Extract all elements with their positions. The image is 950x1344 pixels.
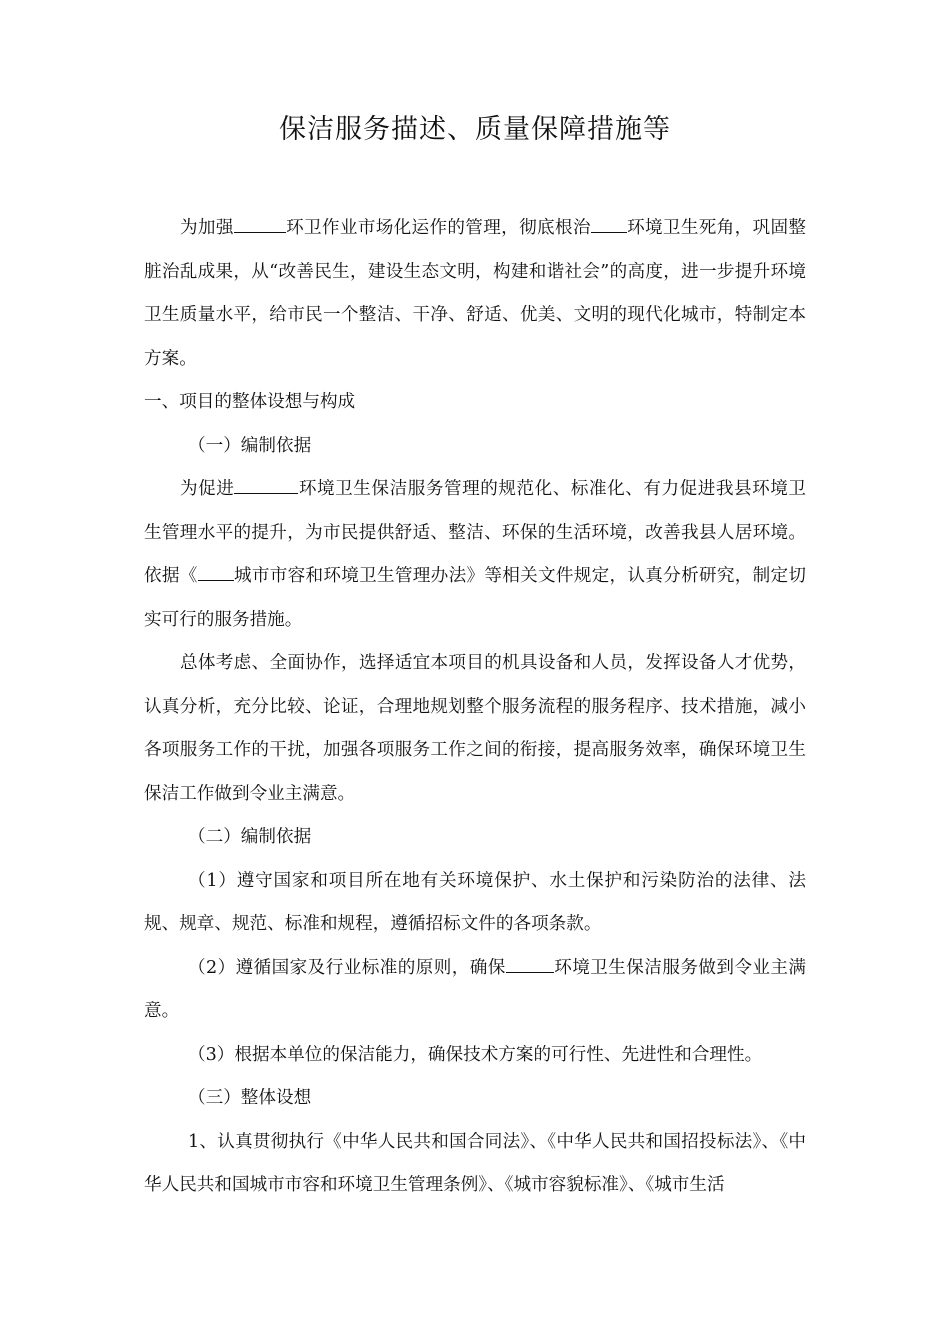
page-title: 保洁服务描述、质量保障措施等 [279, 114, 671, 145]
basis-item-2-text-1: （2）遵循国家及行业标准的原则，确保 [188, 957, 506, 978]
overall-paragraph: 总体考虑、全面协作，选择适宜本项目的机具设备和人员，发挥设备人才优势，认真分析，充分比较、论证，合理地规划整个服务流程的服务程序、技术措施，减小各项服务工作的干扰，加强各项服务工作之间的衔接，提高服务效率，确保环境卫生保洁工作做到令业主满意。 [144, 653, 806, 804]
subsection-heading-3: （三）整体设想 [188, 1088, 312, 1108]
basis-text-3: 城市市容和环境卫生管理办法》等相关文件规定，认真分析研究，制定切实可行的服务措施。 [144, 566, 806, 630]
basis-item-2 [144, 947, 806, 1034]
basis-item-3: （3）根据本单位的保洁能力，确保技术方案的可行性、先进性和合理性。 [188, 1044, 763, 1065]
intro-text-2: 环卫作业市场化运作的管理，彻底根治 [285, 218, 591, 238]
blank-underline [591, 213, 627, 233]
basis-item-2-text-2: 环境卫生保洁服务做到令业主满意。 [144, 957, 806, 1021]
intro-text-1: 为加强 [180, 218, 234, 238]
basis-item-1: （1）遵守国家和项目所在地有关环境保护、水土保护和污染防治的法律、法规、规章、规范、标准和规程，遵循招标文件的各项条款。 [144, 870, 806, 934]
section-heading: 一、项目的整体设想与构成 [144, 392, 356, 412]
subsection-heading-2: （二）编制依据 [188, 827, 312, 847]
blank-underline [198, 561, 234, 581]
blank-underline [234, 474, 298, 494]
blank-underline [234, 213, 286, 233]
intro-text-3: 环境卫生死角，巩固整脏治乱成果，从“改善民生，建设生态文明，构建和谐社会”的高度，进一步提升环境卫生质量水平，给市民一个整洁、干净、舒适、优美、文明的现代化城市，特制定本方案。 [144, 218, 806, 369]
basis-paragraph [144, 468, 806, 642]
basis-text-1: 为促进 [180, 479, 235, 499]
subsection-heading-1: （一）编制依据 [188, 435, 312, 456]
intro-paragraph [144, 207, 806, 381]
document-body [144, 207, 806, 1208]
plan-item-1: 1、认真贯彻执行《中华人民共和国合同法》、《中华人民共和国招投标法》、《中华人民共和国城市市容和环境卫生管理条例》、《城市容貌标准》、《城市生活 [144, 1131, 806, 1195]
basis-text-2: 环境卫生保洁服务管理的规范化、标准化、有力促进我县环境卫生管理水平的提升，为市民提供舒适、整洁、环保的生活环境，改善我县人居环境。依据《 [144, 479, 806, 586]
blank-underline [506, 952, 554, 972]
